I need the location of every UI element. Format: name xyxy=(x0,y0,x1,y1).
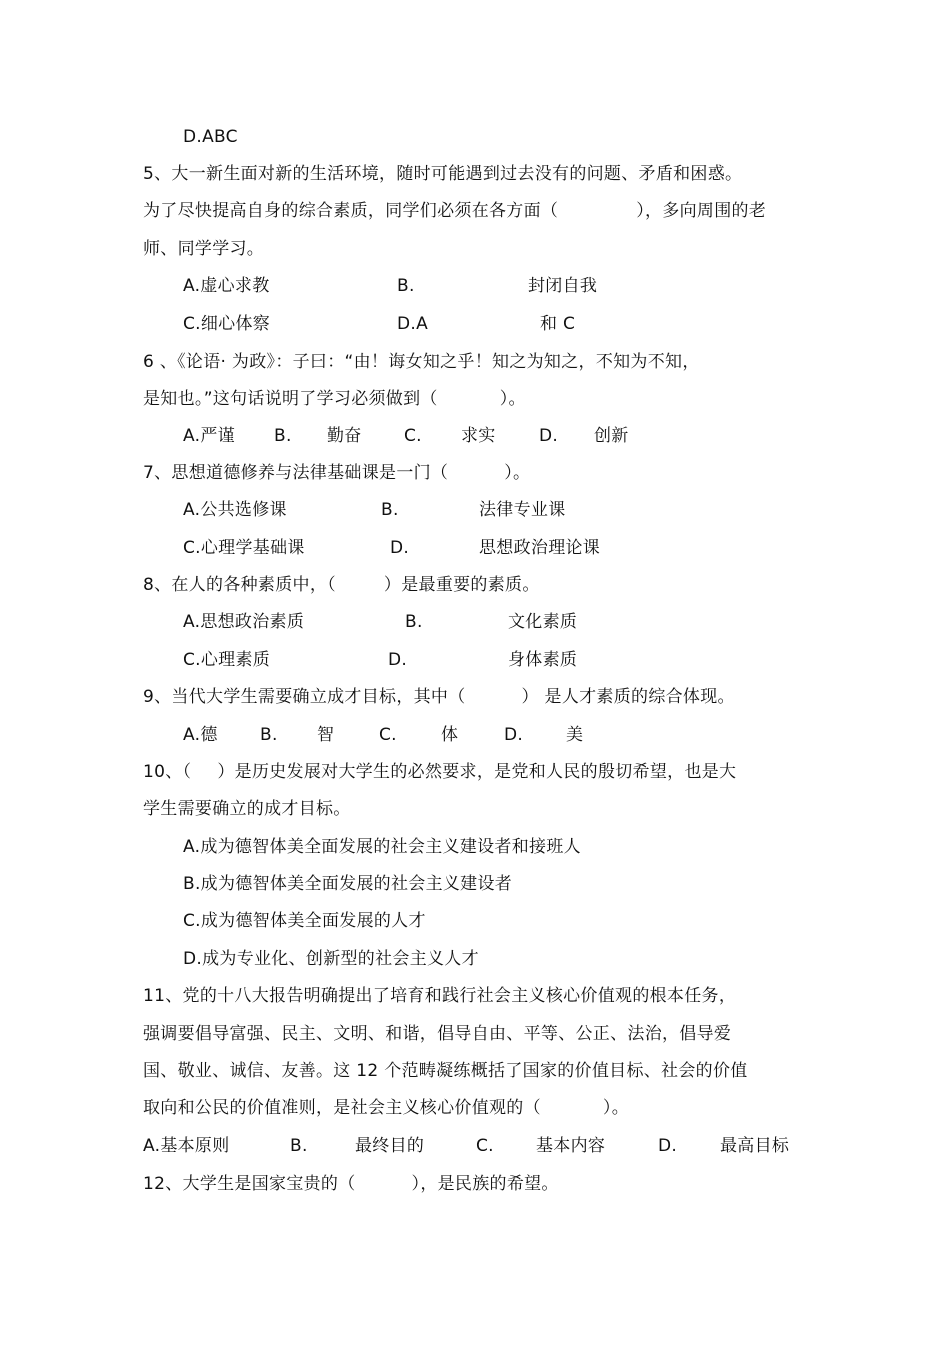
q11-option-a: A.基本原则 xyxy=(143,1136,230,1156)
q6-option-c-text: 求实 xyxy=(461,426,496,446)
q10-option-c: C.成为德智体美全面发展的人才 xyxy=(183,911,426,931)
q5-stem-line-3: 师、同学学习。 xyxy=(143,239,265,259)
q6-option-b-letter: B. xyxy=(274,426,292,446)
q4-option-d: D.ABC xyxy=(183,127,238,147)
q5-option-b-letter: B. xyxy=(397,276,415,296)
q5-option-c: C.细心体察 xyxy=(183,314,271,334)
q5-option-d-letter: D.A xyxy=(397,314,429,334)
q8-option-d-text: 身体素质 xyxy=(508,650,578,670)
q9-option-a: A.德 xyxy=(183,725,218,745)
q7-option-d-text: 思想政治理论课 xyxy=(479,538,601,558)
q11-option-b-letter: B. xyxy=(290,1136,308,1156)
q5-option-a: A.虚心求教 xyxy=(183,276,270,296)
q6-option-c-letter: C. xyxy=(404,426,422,446)
q7-option-b-text: 法律专业课 xyxy=(479,500,566,520)
q6-option-b-text: 勤奋 xyxy=(327,426,362,446)
q11-option-c-letter: C. xyxy=(476,1136,494,1156)
q9-option-d-letter: D. xyxy=(504,725,524,745)
q10-option-d: D.成为专业化、创新型的社会主义人才 xyxy=(183,949,479,969)
q9-option-b-text: 智 xyxy=(317,725,335,745)
q8-option-a: A.思想政治素质 xyxy=(183,612,305,632)
q5-option-b-text: 封闭自我 xyxy=(528,276,598,296)
q11-option-d-letter: D. xyxy=(658,1136,678,1156)
q8-option-d-letter: D. xyxy=(388,650,408,670)
q6-stem-line-1: 6 、《论语· 为政》：子曰：“由！诲女知之乎！知之为知之，不知为不知， xyxy=(143,352,700,372)
q7-option-d-letter: D. xyxy=(390,538,410,558)
q10-option-b: B.成为德智体美全面发展的社会主义建设者 xyxy=(183,874,513,894)
q8-option-b-text: 文化素质 xyxy=(508,612,578,632)
q7-option-c: C.心理学基础课 xyxy=(183,538,305,558)
q8-option-b-letter: B. xyxy=(405,612,423,632)
q11-stem-line-1: 11、党的十八大报告明确提出了培育和践行社会主义核心价值观的根本任务， xyxy=(143,986,737,1006)
q11-option-b-text: 最终目的 xyxy=(355,1136,425,1156)
q10-stem-line-2: 学生需要确立的成才目标。 xyxy=(143,799,351,819)
q9-option-c-letter: C. xyxy=(379,725,397,745)
q10-option-a: A.成为德智体美全面发展的社会主义建设者和接班人 xyxy=(183,837,581,857)
q9-stem: 9、当代大学生需要确立成才目标，其中（ ） 是人才素质的综合体现。 xyxy=(143,687,735,707)
q5-option-d-text: 和 C xyxy=(540,314,576,334)
q7-stem: 7、思想道德修养与法律基础课是一门（ ）。 xyxy=(143,463,531,483)
q11-option-c-text: 基本内容 xyxy=(536,1136,606,1156)
q9-option-c-text: 体 xyxy=(441,725,459,745)
q11-stem-line-2: 强调要倡导富强、民主、文明、和谐，倡导自由、平等、公正、法治，倡导爱 xyxy=(143,1024,732,1044)
q6-option-d-text: 创新 xyxy=(594,426,629,446)
q9-option-d-text: 美 xyxy=(566,725,584,745)
q10-stem-line-1: 10、（ ）是历史发展对大学生的必然要求，是党和人民的殷切希望，也是大 xyxy=(143,762,737,782)
q6-stem-line-2: 是知也。”这句话说明了学习必须做到（ ）。 xyxy=(143,389,526,409)
q5-stem-line-1: 5、大一新生面对新的生活环境，随时可能遇到过去没有的问题、矛盾和困惑。 xyxy=(143,164,743,184)
q8-option-c: C.心理素质 xyxy=(183,650,271,670)
q9-option-b-letter: B. xyxy=(260,725,278,745)
q11-option-d-text: 最高目标 xyxy=(720,1136,790,1156)
q7-option-b-letter: B. xyxy=(381,500,399,520)
q7-option-a: A.公共选修课 xyxy=(183,500,287,520)
q11-stem-line-3: 国、敬业、诚信、友善。这 12 个范畴凝练概括了国家的价值目标、社会的价值 xyxy=(143,1061,748,1081)
q5-stem-line-2: 为了尽快提高自身的综合素质，同学们必须在各方面（ ），多向周围的老 xyxy=(143,201,767,221)
q12-stem: 12、大学生是国家宝贵的（ ），是民族的希望。 xyxy=(143,1174,559,1194)
q6-option-a: A.严谨 xyxy=(183,426,235,446)
q8-stem: 8、在人的各种素质中，（ ）是最重要的素质。 xyxy=(143,575,540,595)
q11-stem-line-4: 取向和公民的价值准则，是社会主义核心价值观的（ ）。 xyxy=(143,1098,630,1118)
q6-option-d-letter: D. xyxy=(539,426,559,446)
